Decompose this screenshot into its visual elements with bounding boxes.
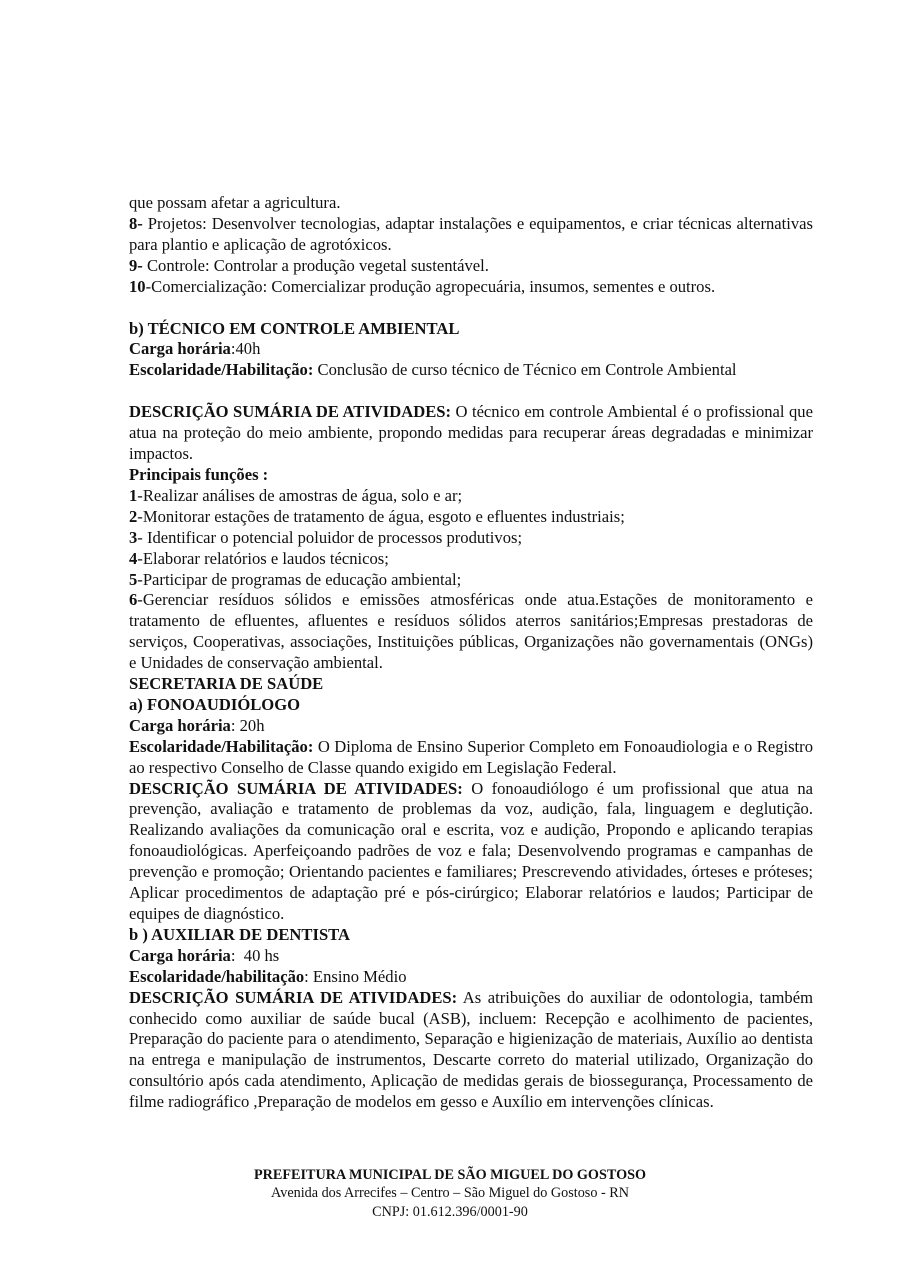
carga-horaria-line (129, 339, 813, 360)
item-text: -Gerenciar resíduos sólidos e emissões atmosféricas onde atua.Estações de monitoramento e tratamento de efluentes, afluentes e resíduos sólidos aterros sanitários;Empresas prestadoras de serviços, Cooperativas, associações, Instituições públicas, Organizações não governamentais (ONGs) e Unidades de conservação ambiental. (129, 590, 813, 673)
list-item (129, 590, 813, 674)
carga-horaria-line (129, 716, 813, 737)
field-label: DESCRIÇÃO SUMÁRIA DE ATIVIDADES: (129, 987, 458, 1007)
field-label: Escolaridade/Habilitação: (129, 360, 314, 380)
continuation-line: que possam afetar a agricultura. (129, 193, 341, 212)
item-text: Controle: Controlar a produção vegetal sustentável. (142, 255, 489, 275)
list-item (129, 277, 813, 298)
list-item (129, 256, 813, 277)
item-number: 2 (129, 506, 138, 526)
list-item (129, 549, 813, 570)
item-text: -Participar de programas de educação ambiental; (137, 569, 462, 589)
spacer (129, 381, 813, 402)
field-value: :40h (230, 339, 261, 359)
section-heading-controle-ambiental: b) TÉCNICO EM CONTROLE AMBIENTAL (129, 318, 460, 338)
field-value: O fonoaudiólogo é um profissional que atua na prevenção, avaliação e tratamento de problemas da voz, audição, fala, linguagem e deglutição. Realizando avaliações da comunicação oral e escrita, voz e audição, Propondo e aplicando terapias fonoaudiológicas. Aperfeiçoando padrões de voz e fala; Desenvolvendo programas e campanhas de prevenção e promoção; Orientando pacientes e familiares; Prescrevendo atividades, órteses e próteses; Aplicar procedimentos de adaptação pré e pós-cirúrgico; Elaborar relatórios e laudos; Participar de equipes de diagnóstico. (129, 778, 813, 923)
section-heading-auxiliar-dentista: b ) AUXILIAR DE DENTISTA (129, 924, 350, 944)
descricao-paragraph (129, 402, 813, 465)
list-item (129, 570, 813, 591)
footer-address: Avenida dos Arrecifes – Centro – São Miguel do Gostoso - RN (271, 1185, 629, 1202)
descricao-paragraph (129, 779, 813, 925)
field-label: Carga horária (129, 715, 231, 735)
escolaridade-line (129, 967, 813, 988)
item-text: - Identificar o potencial poluidor de processos produtivos; (137, 527, 523, 547)
field-label: DESCRIÇÃO SUMÁRIA DE ATIVIDADES: (129, 778, 463, 798)
descricao-paragraph (129, 988, 813, 1113)
carga-horaria-line (129, 946, 813, 967)
escolaridade-line (129, 360, 813, 381)
item-number: 8- (129, 213, 143, 233)
footer-title: PREFEITURA MUNICIPAL DE SÃO MIGUEL DO GOSTOSO (253, 1167, 647, 1183)
field-label: Escolaridade/habilitação (129, 966, 305, 986)
item-text: -Realizar análises de amostras de água, solo e ar; (137, 485, 463, 505)
field-label: Carga horária (129, 945, 231, 965)
field-value: O técnico em controle Ambiental é o profissional que atua na proteção do meio ambiente, propondo medidas para recuperar áreas degradadas e minimizar impactos. (129, 402, 813, 464)
item-number: 1 (129, 485, 138, 505)
list-item (129, 214, 813, 256)
list-item (129, 528, 813, 549)
field-value: O Diploma de Ensino Superior Completo em Fonoaudiologia e o Registro ao respectivo Conselho de Classe quando exigido em Legislação Federal. (129, 736, 813, 777)
item-number: 4 (129, 548, 138, 568)
item-number: 10 (129, 276, 146, 296)
field-label: Carga horária (129, 339, 231, 359)
field-value: As atribuições do auxiliar de odontologia, também conhecido como auxiliar de saúde bucal (ASB), incluem: Recepção e acolhimento de pacientes, Preparação do paciente para o atendimento, Separação e higienização de materiais, Auxílio ao dentista na entrega e manipulação de instrumentos, Descarte correto do material utilizado, Organização do consultório após cada atendimento, Aplicação de medidas gerais de biossegurança, Processamento de filme radiográfico ,Preparação de modelos em gesso e Auxílio em intervenções clínicas. (129, 987, 813, 1112)
field-label: DESCRIÇÃO SUMÁRIA DE ATIVIDADES: (129, 402, 452, 422)
field-value: : 40 hs (230, 945, 280, 965)
footer-cnpj: CNPJ: 01.612.396/0001-90 (372, 1203, 528, 1220)
item-text: Projetos: Desenvolver tecnologias, adaptar instalações e equipamentos, e criar técnicas alternativas para plantio e aplicação de agrotóxicos. (129, 213, 813, 254)
field-label: Escolaridade/Habilitação: (129, 736, 314, 756)
page-footer (0, 1166, 900, 1221)
field-value: : Ensino Médio (304, 966, 407, 986)
item-text: -Elaborar relatórios e laudos técnicos; (137, 548, 389, 568)
item-text: -Monitorar estações de tratamento de água, esgoto e efluentes industriais; (137, 506, 625, 526)
list-item (129, 507, 813, 528)
item-number: 6 (129, 590, 138, 610)
list-item (129, 486, 813, 507)
item-number: 9- (129, 255, 143, 275)
section-heading-fonoaudiologo: a) FONOAUDIÓLOGO (129, 694, 301, 714)
field-value: : 20h (230, 715, 265, 735)
page-content (129, 193, 813, 1113)
item-text: -Comercialização: Comercializar produção agropecuária, insumos, sementes e outros. (145, 276, 716, 296)
funcoes-heading: Principais funções : (129, 464, 269, 484)
item-number: 3 (129, 527, 138, 547)
item-number: 5 (129, 569, 138, 589)
escolaridade-line (129, 737, 813, 779)
section-heading-saude: SECRETARIA DE SAÚDE (129, 674, 324, 694)
spacer (129, 298, 813, 319)
field-value: Conclusão de curso técnico de Técnico em Controle Ambiental (313, 360, 737, 380)
